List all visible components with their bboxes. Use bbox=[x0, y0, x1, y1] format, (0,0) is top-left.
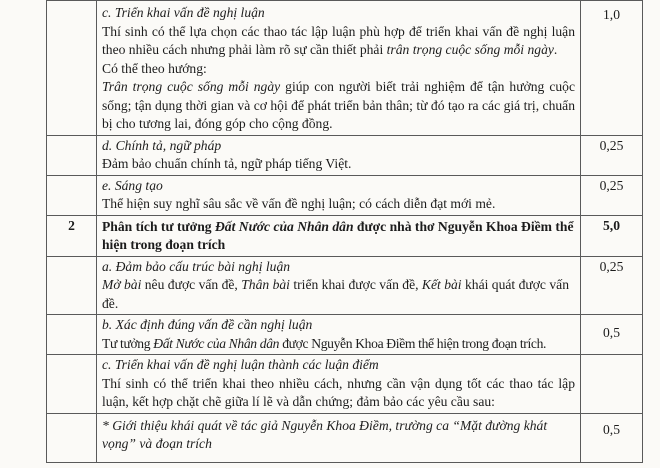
score-cell: 1,0 bbox=[581, 1, 643, 136]
criterion-title: e. Sáng tạo bbox=[102, 177, 163, 193]
score-cell bbox=[581, 355, 643, 414]
score-cell: 5,0 bbox=[581, 215, 643, 256]
criterion-cell bbox=[97, 413, 581, 462]
question-number-cell bbox=[47, 1, 97, 136]
criterion-title: c. Triển khai vấn đề nghị luận bbox=[102, 5, 265, 20]
criterion-text: Mở bài nêu được vấn đề, Thân bài triển khai được vấn đề, Kết bài khái quát được vấn đề. bbox=[102, 277, 569, 311]
score-cell: 0,25 bbox=[581, 135, 643, 175]
question-number-cell bbox=[47, 315, 97, 355]
score-cell: 0,25 bbox=[581, 175, 643, 215]
criterion-cell bbox=[97, 315, 581, 355]
question-number: 2 bbox=[47, 215, 97, 256]
question-number-cell bbox=[47, 175, 97, 215]
score-cell: 0,25 bbox=[581, 256, 643, 315]
table-row bbox=[47, 175, 643, 215]
score-cell: 0,5 bbox=[581, 413, 643, 462]
criterion-text: * Giới thiệu khái quát về tác giả Nguyễn Khoa Điềm, trường ca “Mặt đường khát vọng” và đoạn trích bbox=[102, 417, 548, 451]
table-row bbox=[47, 315, 643, 355]
criterion-title: d. Chính tả, ngữ pháp bbox=[102, 137, 222, 153]
criterion-cell bbox=[97, 175, 581, 215]
question-number-cell bbox=[47, 355, 97, 414]
criterion-cell bbox=[97, 135, 581, 175]
table-row bbox=[47, 256, 643, 315]
question-heading: Phân tích tư tưởng Đất Nước của Nhân dân được nhà thơ Nguyễn Khoa Điềm thể hiện trong đoạn trích bbox=[102, 218, 574, 252]
table-row bbox=[47, 135, 643, 175]
criterion-title: b. Xác định đúng vấn đề cần nghị luận bbox=[102, 317, 313, 332]
criterion-text: Thí sinh có thể lựa chọn các thao tác lập luận phù hợp để triển khai vấn đề nghị luận theo nhiều cách nhưng phải làm rõ sự cần thiết phải trân trọng cuộc sống mỗi ngày. bbox=[102, 23, 575, 57]
criterion-text: Tư tưởng Đất Nước của Nhân dân được Nguyễn Khoa Điềm thể hiện trong đoạn trích. bbox=[102, 335, 547, 351]
question-number-cell bbox=[47, 135, 97, 175]
criterion-text: Có thể theo hướng: bbox=[102, 60, 207, 76]
table-row bbox=[47, 355, 643, 414]
score-cell: 0,5 bbox=[581, 315, 643, 355]
criterion-text: Trân trọng cuộc sống mỗi ngày giúp con người biết trải nghiệm để tận hưởng cuộc sống; tận dụng thời gian và cơ hội để phát triển bản thân; từ đó tạo ra các giá trị, chuẩn bị cho tương lai, đóng góp cho cộng đồng. bbox=[102, 79, 575, 131]
table-row bbox=[47, 1, 643, 136]
question-number-cell bbox=[47, 413, 97, 462]
criterion-cell bbox=[97, 256, 581, 315]
criterion-cell bbox=[97, 355, 581, 414]
table-row bbox=[47, 413, 643, 462]
criterion-title: c. Triển khai vấn đề nghị luận thành các luận điểm bbox=[102, 357, 379, 372]
criterion-text: Thể hiện suy nghĩ sâu sắc về vấn đề nghị luận; có cách diễn đạt mới mẻ. bbox=[102, 196, 496, 211]
table-row bbox=[47, 215, 643, 256]
question-number-cell bbox=[47, 256, 97, 315]
question-heading-cell bbox=[97, 215, 581, 256]
criterion-title: a. Đảm bảo cấu trúc bài nghị luận bbox=[102, 258, 291, 274]
criterion-text: Thí sinh có thể triển khai theo nhiều cách, nhưng cần vận dụng tốt các thao tác lập luận, kết hợp chặt chẽ giữa lí lẽ và dẫn chứng; đảm bảo các yêu cầu sau: bbox=[102, 375, 575, 409]
criterion-cell bbox=[97, 1, 581, 136]
criterion-text: Đảm bảo chuẩn chính tả, ngữ pháp tiếng Việt. bbox=[102, 156, 352, 171]
scoring-table bbox=[46, 0, 643, 463]
